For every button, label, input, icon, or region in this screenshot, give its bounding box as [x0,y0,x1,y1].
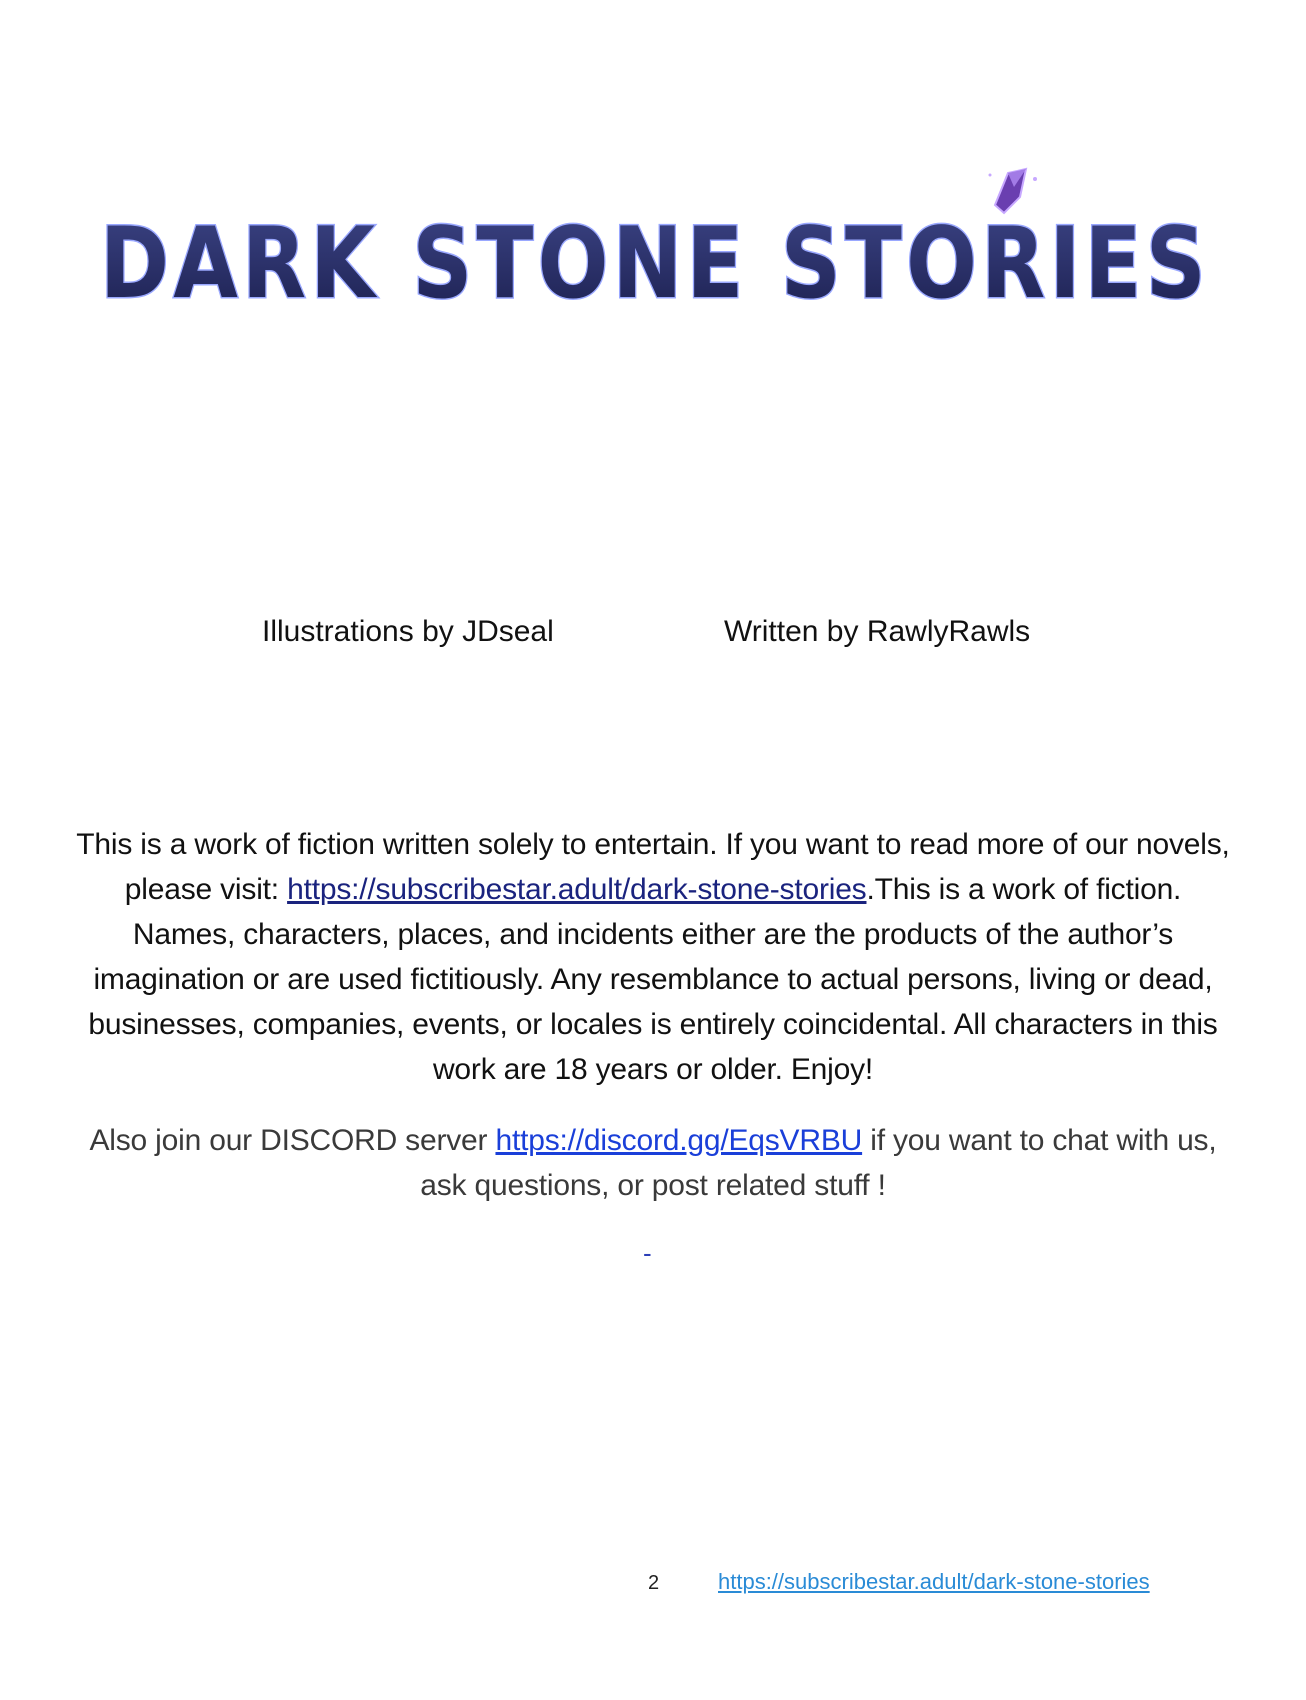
illustrator-credit: Illustrations by JDseal [262,615,554,648]
logo-text: DARK STONE STORIES [100,207,1210,321]
credits-row [0,612,1306,652]
disclaimer-text-end: .This is a work of fiction. Names, characters, places, and incidents either are the products of the author’s imagination or are used fictitiously. Any resemblance to actual persons, living or dead, businesses, companies, events, or locales is entirely coincidental. All characters in this work are 18 years or older. Enjoy! [88,873,1218,1086]
disclaimer-paragraph [70,822,1236,1092]
page-number: 2 [648,1572,660,1594]
author-credit: Written by RawlyRawls [724,615,1031,648]
dash-mark: - [643,1238,652,1268]
discord-text-start: Also join our DISCORD server [89,1124,496,1157]
discord-link[interactable]: https://discord.gg/EqsVRBU [495,1124,863,1157]
disclaimer-text-start: This is a work of fiction written solely to entertain. If you want to read more of our novels, please visit: [76,828,1230,906]
dark-stone-stories-logo [90,165,1220,335]
logo-graphic [90,165,1220,335]
subscribestar-link[interactable]: https://subscribestar.adult/dark-stone-stories [287,873,867,906]
discord-text-end: if you want to chat with us, ask questions, or post related stuff ! [420,1124,1217,1202]
discord-paragraph [70,1118,1236,1208]
footer-subscribestar-link[interactable]: https://subscribestar.adult/dark-stone-stories [718,1569,1150,1594]
